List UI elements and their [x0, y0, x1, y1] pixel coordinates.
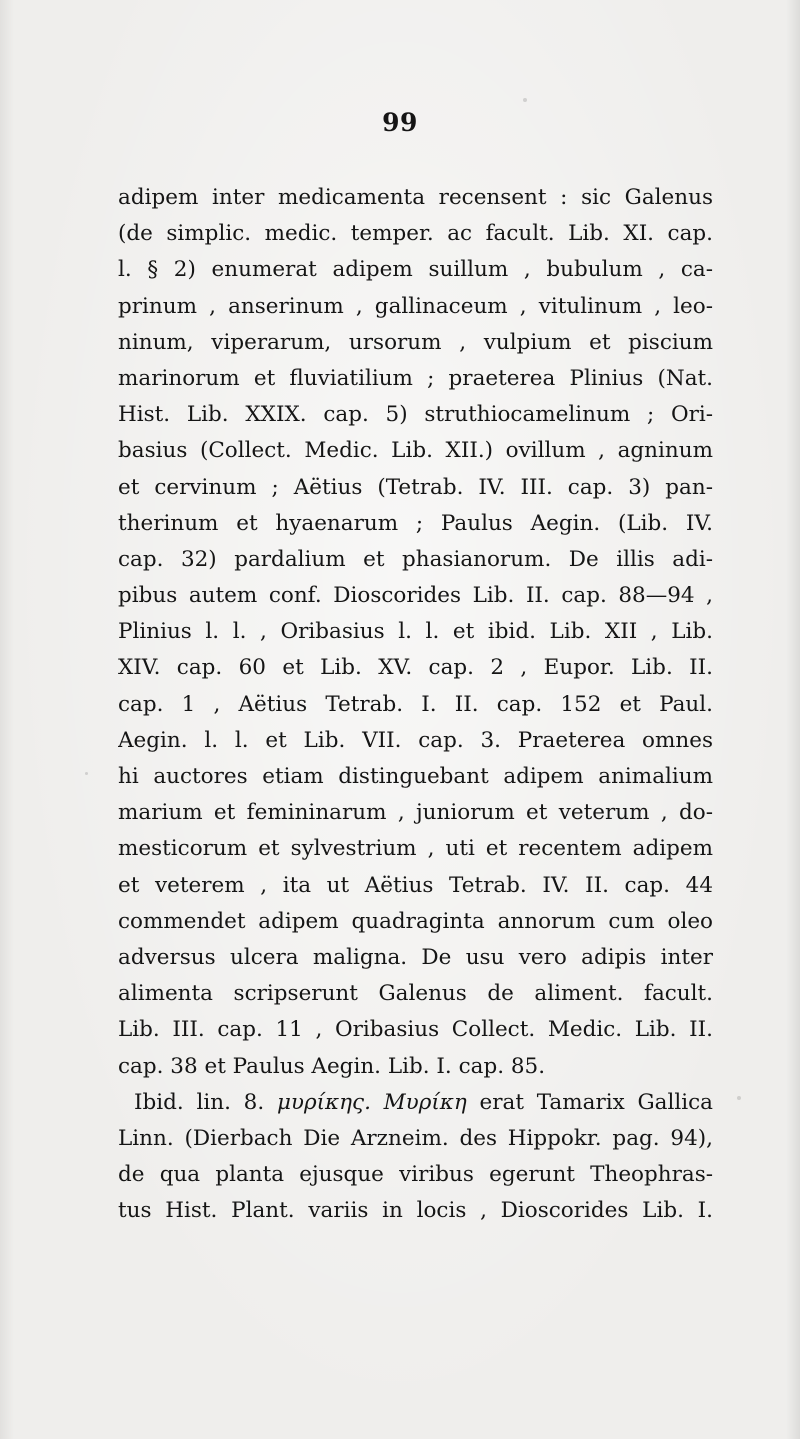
- text-line: Aegin. l. l. et Lib. VII. cap. 3. Praeterea omnes: [118, 727, 713, 753]
- text-line: adversus ulcera maligna. De usu vero adipis inter: [118, 944, 713, 970]
- text-line: Plinius l. l. , Oribasius l. l. et ibid. Lib. XII , Lib.: [118, 619, 713, 645]
- text-line: basius (Collect. Medic. Lib. XII.) ovillum , agninum: [118, 438, 713, 464]
- text-line: XIV. cap. 60 et Lib. XV. cap. 2 , Eupor. Lib. II.: [118, 655, 713, 681]
- note-reference: Ibid. lin. 8.: [134, 1089, 265, 1115]
- paper-speck: [85, 772, 88, 775]
- text-segment: erat Tamarix Gallica: [479, 1089, 713, 1115]
- text-line: Hist. Lib. XXIX. cap. 5) struthiocamelinum ; Ori-: [118, 402, 713, 428]
- text-line: Linn. (Dierbach Die Arzneim. des Hippokr. pag. 94),: [118, 1125, 713, 1151]
- text-line: adipem inter medicamenta recensent : sic Galenus: [118, 185, 713, 210]
- text-line: cap. 38 et Paulus Aegin. Lib. I. cap. 85.: [118, 1053, 546, 1079]
- text-line: pibus autem conf. Dioscorides Lib. II. cap. 88—94 ,: [118, 583, 713, 609]
- text-line: et cervinum ; Aëtius (Tetrab. IV. III. cap. 3) pan-: [118, 474, 713, 500]
- text-line: alimenta scripserunt Galenus de aliment. facult.: [118, 981, 713, 1007]
- text-line: cap. 1 , Aëtius Tetrab. I. II. cap. 152 et Paul.: [118, 691, 713, 717]
- text-line: tus Hist. Plant. variis in locis , Dioscorides Lib. I.: [118, 1198, 713, 1224]
- text-line: et veterem , ita ut Aëtius Tetrab. IV. II. cap. 44: [118, 872, 713, 898]
- paper-speck: [523, 98, 527, 102]
- text-line: de qua planta ejusque viribus egerunt Theophras-: [118, 1162, 713, 1188]
- text-line: mesticorum et sylvestrium , uti et recentem adipem: [118, 836, 713, 862]
- paper-speck: [737, 1096, 741, 1100]
- text-line: marium et femininarum , juniorum et veterum , do-: [118, 800, 713, 826]
- text-line: hi auctores etiam distinguebant adipem animalium: [118, 764, 713, 789]
- text-line: marinorum et fluviatilium ; praeterea Plinius (Nat.: [118, 365, 713, 391]
- text-line: Lib. III. cap. 11 , Oribasius Collect. Medic. Lib. II.: [118, 1017, 713, 1043]
- text-line: commendet adipem quadraginta annorum cum oleo: [118, 908, 713, 934]
- text-line: l. § 2) enumerat adipem suillum , bubulum , ca-: [118, 257, 713, 283]
- paragraph-start-line: [118, 1085, 713, 1121]
- greek-term: Μυρίκη: [383, 1089, 467, 1115]
- text-line: prinum , anserinum , gallinaceum , vitulinum , leo-: [118, 293, 713, 319]
- greek-term: μυρίκης.: [276, 1089, 371, 1115]
- text-line: ninum, viperarum, ursorum , vulpium et piscium: [118, 329, 713, 355]
- text-line: therinum et hyaenarum ; Paulus Aegin. (Lib. IV.: [118, 510, 713, 536]
- page-number: 99: [382, 108, 418, 137]
- body-text: [118, 180, 713, 1229]
- text-line: cap. 32) pardalium et phasianorum. De illis adi-: [118, 546, 713, 572]
- text-line: (de simplic. medic. temper. ac facult. Lib. XI. cap.: [118, 221, 713, 247]
- paper-speck: [203, 1211, 206, 1214]
